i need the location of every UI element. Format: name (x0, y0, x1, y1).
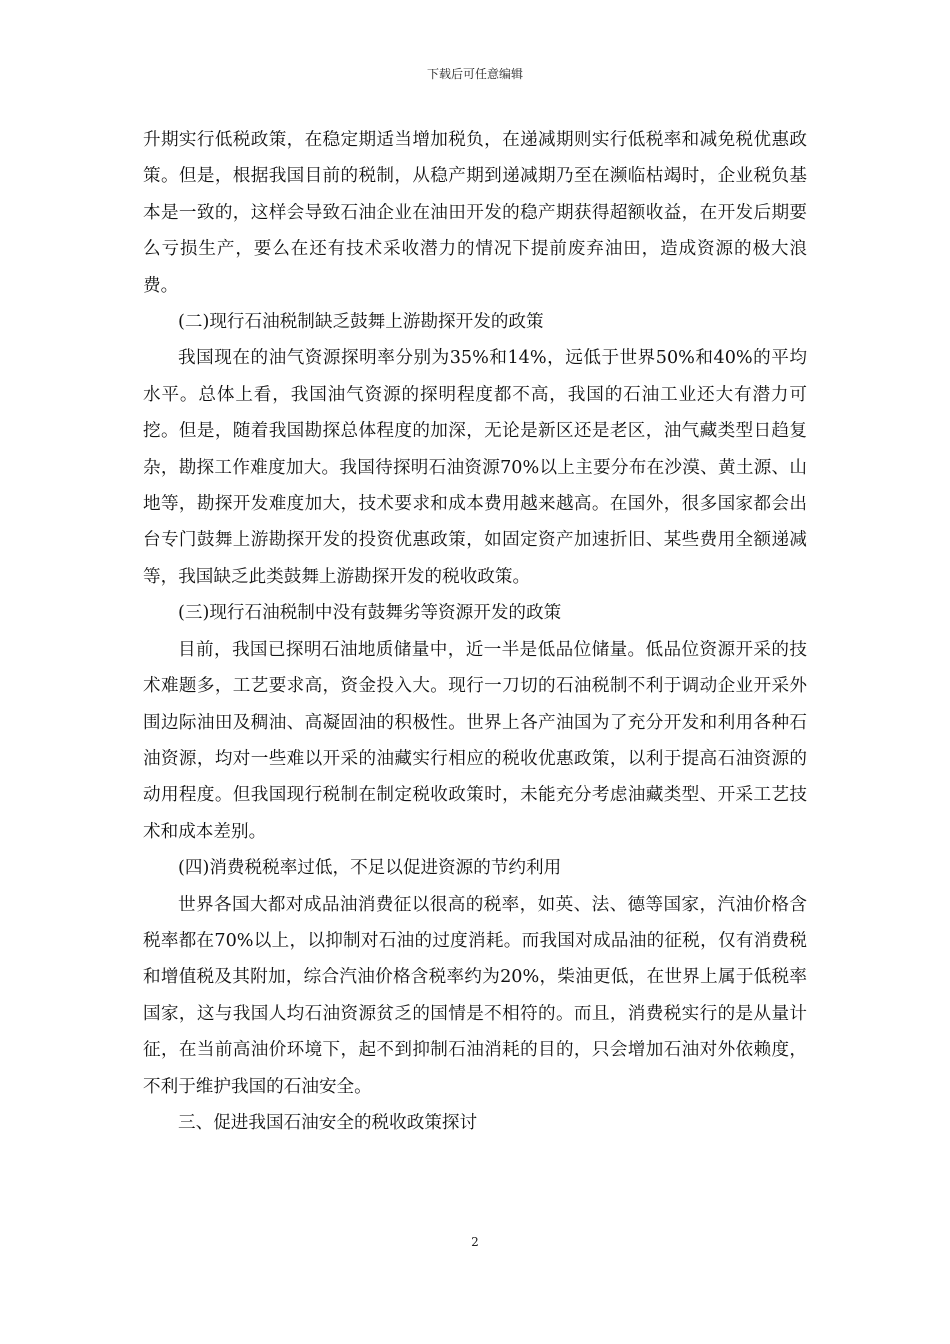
paragraph-continuation: 升期实行低税政策，在稳定期适当增加税负，在递减期则实行低税率和减免税优惠政策。但是，根据我国目前的税制，从稳产期到递减期乃至在濒临枯竭时，企业税负基本是一致的，这样会导致石油企业在油田开发的稳产期获得超额收益，在开发后期要么亏损生产，要么在还有技术采收潜力的情况下提前废弃油田，造成资源的极大浪费。 (143, 130, 807, 296)
section-heading-2: (二)现行石油税制缺乏鼓舞上游勘探开发的政策 (178, 312, 544, 333)
paragraph-exploration: 我国现在的油气资源探明率分别为35%和14%，远低于世界50%和40%的平均水平。总体上看，我国油气资源的探明程度都不高，我国的石油工业还大有潜力可挖。但是，随着我国勘探总体程度的加深，无论是新区还是老区，油气藏类型日趋复杂，勘探工作难度加大。我国待探明石油资源70%以上主要分布在沙漠、黄土源、山地等，勘探开发难度加大，技术要求和成本费用越来越高。在国外，很多国家都会出台专门鼓舞上游勘探开发的投资优惠政策，如固定资产加速折旧、某些费用全额递减等，我国缺乏此类鼓舞上游勘探开发的税收政策。 (143, 348, 807, 587)
section-heading-3: (三)现行石油税制中没有鼓舞劣等资源开发的政策 (178, 603, 562, 624)
chapter-heading-3: 三、促进我国石油安全的税收政策探讨 (178, 1112, 478, 1133)
paragraph-consumption-tax: 世界各国大都对成品油消费征以很高的税率，如英、法、德等国家，汽油价格含税率都在70%以上，以抑制对石油的过度消耗。而我国对成品油的征税，仅有消费税和增值税及其附加，综合汽油价格含税率约为20%，柴油更低，在世界上属于低税率国家，这与我国人均石油资源贫乏的国情是不相符的。而且，消费税实行的是从量计征，在当前高油价环境下，起不到抑制石油消耗的目的，只会增加石油对外依赖度，不利于维护我国的石油安全。 (143, 894, 807, 1097)
page-header: 下载后可任意编辑 (426, 67, 523, 81)
paragraph-low-grade-resources: 目前，我国已探明石油地质储量中，近一半是低品位储量。低品位资源开采的技术难题多，工艺要求高，资金投入大。现行一刀切的石油税制不利于调动企业开采外围边际油田及稠油、高凝固油的积极性。世界上各产油国为了充分开发和利用各种石油资源，均对一些难以开采的油藏实行相应的税收优惠政策，以利于提高石油资源的动用程度。但我国现行税制在制定税收政策时，未能充分考虑油藏类型、开采工艺技术和成本差别。 (143, 639, 807, 842)
page-number: 2 (471, 1235, 479, 1249)
section-heading-4: (四)消费税税率过低，不足以促进资源的节约利用 (178, 858, 562, 879)
document-body (143, 122, 807, 1141)
